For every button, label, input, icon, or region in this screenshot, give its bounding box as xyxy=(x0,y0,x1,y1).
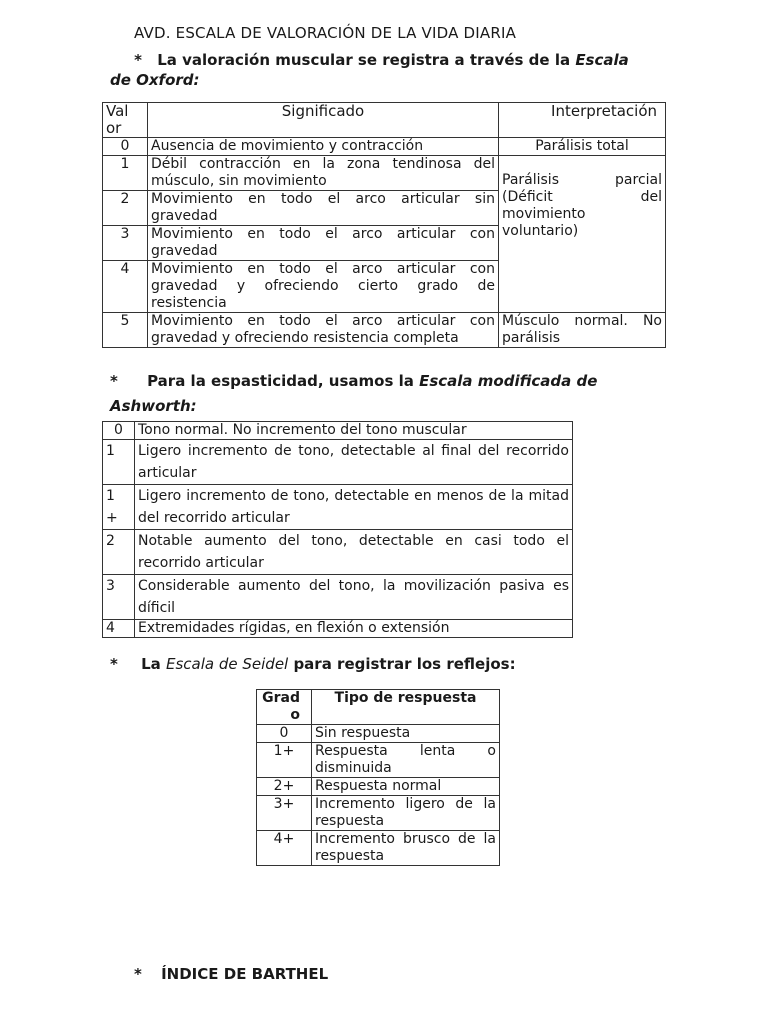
oxford-meaning: Débil contracción en la zona tendinosa del músculo, sin movimiento xyxy=(148,156,499,191)
table-row xyxy=(103,440,573,485)
table-row xyxy=(103,313,666,348)
header-grado: Grado xyxy=(257,690,312,725)
table-row xyxy=(257,743,500,778)
ashworth-scale-name-cont: Ashworth: xyxy=(110,397,197,415)
oxford-meaning: Movimiento en todo el arco articular sin gravedad xyxy=(148,191,499,226)
seidel-response: Sin respuesta xyxy=(312,725,500,743)
bullet: * xyxy=(110,655,118,673)
oxford-interp-parcial: Parálisis parcial (Déficit del movimiento voluntario) xyxy=(499,156,666,313)
ashworth-scale-table xyxy=(102,421,573,638)
seidel-intro xyxy=(110,655,516,673)
seidel-response: Respuesta normal xyxy=(312,778,500,796)
oxford-value: 2 xyxy=(103,191,148,226)
ashworth-intro xyxy=(110,369,658,419)
ashworth-desc: Tono normal. No incremento del tono muscular xyxy=(135,422,573,440)
oxford-interp-normal: Músculo normal. No parálisis xyxy=(499,313,666,348)
oxford-scale-name-cont: de Oxford: xyxy=(110,71,200,89)
oxford-meaning: Movimiento en todo el arco articular con gravedad y ofreciendo resistencia completa xyxy=(148,313,499,348)
oxford-scale-name: Escala xyxy=(575,51,629,69)
oxford-interp-total: Parálisis total xyxy=(499,138,666,156)
seidel-scale-name: Escala de Seidel xyxy=(166,655,289,673)
seidel-grade: 3+ xyxy=(257,796,312,831)
oxford-value: 4 xyxy=(103,261,148,313)
oxford-meaning: Movimiento en todo el arco articular con gravedad xyxy=(148,226,499,261)
seidel-scale-table xyxy=(256,689,500,866)
ashworth-intro-text: Para la espasticidad, usamos la xyxy=(147,372,420,390)
seidel-grade: 1+ xyxy=(257,743,312,778)
table-row xyxy=(103,530,573,575)
table-row xyxy=(257,796,500,831)
oxford-value: 3 xyxy=(103,226,148,261)
table-row xyxy=(103,575,573,620)
header-tipo: Tipo de respuesta xyxy=(312,690,500,725)
table-row xyxy=(257,725,500,743)
page-title: AVD. ESCALA DE VALORACIÓN DE LA VIDA DIARIA xyxy=(134,24,517,42)
ashworth-scale-name: Escala modificada de xyxy=(419,372,598,390)
seidel-response: Incremento brusco de la respuesta xyxy=(312,831,500,866)
ashworth-desc: Notable aumento del tono, detectable en casi todo el recorrido articular xyxy=(135,530,573,575)
seidel-grade: 2+ xyxy=(257,778,312,796)
oxford-intro-text: La valoración muscular se registra a través de la xyxy=(157,51,576,69)
oxford-value: 5 xyxy=(103,313,148,348)
table-row xyxy=(257,831,500,866)
ashworth-value: 2 xyxy=(103,530,135,575)
seidel-intro-pre: La xyxy=(141,655,166,673)
oxford-meaning: Movimiento en todo el arco articular con gravedad y ofreciendo cierto grado de resistencia xyxy=(148,261,499,313)
seidel-intro-post: para registrar los reflejos: xyxy=(288,655,516,673)
oxford-meaning: Ausencia de movimiento y contracción xyxy=(148,138,499,156)
ashworth-value: 4 xyxy=(103,620,135,638)
bullet: * xyxy=(110,372,118,390)
table-row xyxy=(257,778,500,796)
header-interpretacion: Interpretación xyxy=(499,103,666,138)
ashworth-desc: Ligero incremento de tono, detectable en menos de la mitad del recorrido articular xyxy=(135,485,573,530)
header-significado: Significado xyxy=(148,103,499,138)
ashworth-value: 0 xyxy=(103,422,135,440)
header-valor: Valor xyxy=(103,103,148,138)
oxford-intro xyxy=(110,50,658,90)
bullet: * xyxy=(134,51,142,69)
table-row xyxy=(103,620,573,638)
ashworth-desc: Considerable aumento del tono, la movilización pasiva es díficil xyxy=(135,575,573,620)
barthel-title: ÍNDICE DE BARTHEL xyxy=(161,965,329,983)
seidel-grade: 4+ xyxy=(257,831,312,866)
oxford-scale-table xyxy=(102,102,666,348)
ashworth-desc: Extremidades rígidas, en flexión o extensión xyxy=(135,620,573,638)
seidel-grade: 0 xyxy=(257,725,312,743)
oxford-value: 0 xyxy=(103,138,148,156)
ashworth-value: 1 xyxy=(103,440,135,485)
table-header-row xyxy=(257,690,500,725)
seidel-response: Incremento ligero de la respuesta xyxy=(312,796,500,831)
table-header-row xyxy=(103,103,666,138)
table-row xyxy=(103,138,666,156)
ashworth-value: 1 + xyxy=(103,485,135,530)
barthel-heading xyxy=(134,965,328,983)
oxford-value: 1 xyxy=(103,156,148,191)
table-row xyxy=(103,485,573,530)
ashworth-desc: Ligero incremento de tono, detectable al final del recorrido articular xyxy=(135,440,573,485)
seidel-response: Respuesta lenta o disminuida xyxy=(312,743,500,778)
bullet: * xyxy=(134,965,142,983)
table-row xyxy=(103,422,573,440)
ashworth-value: 3 xyxy=(103,575,135,620)
table-row xyxy=(103,156,666,191)
